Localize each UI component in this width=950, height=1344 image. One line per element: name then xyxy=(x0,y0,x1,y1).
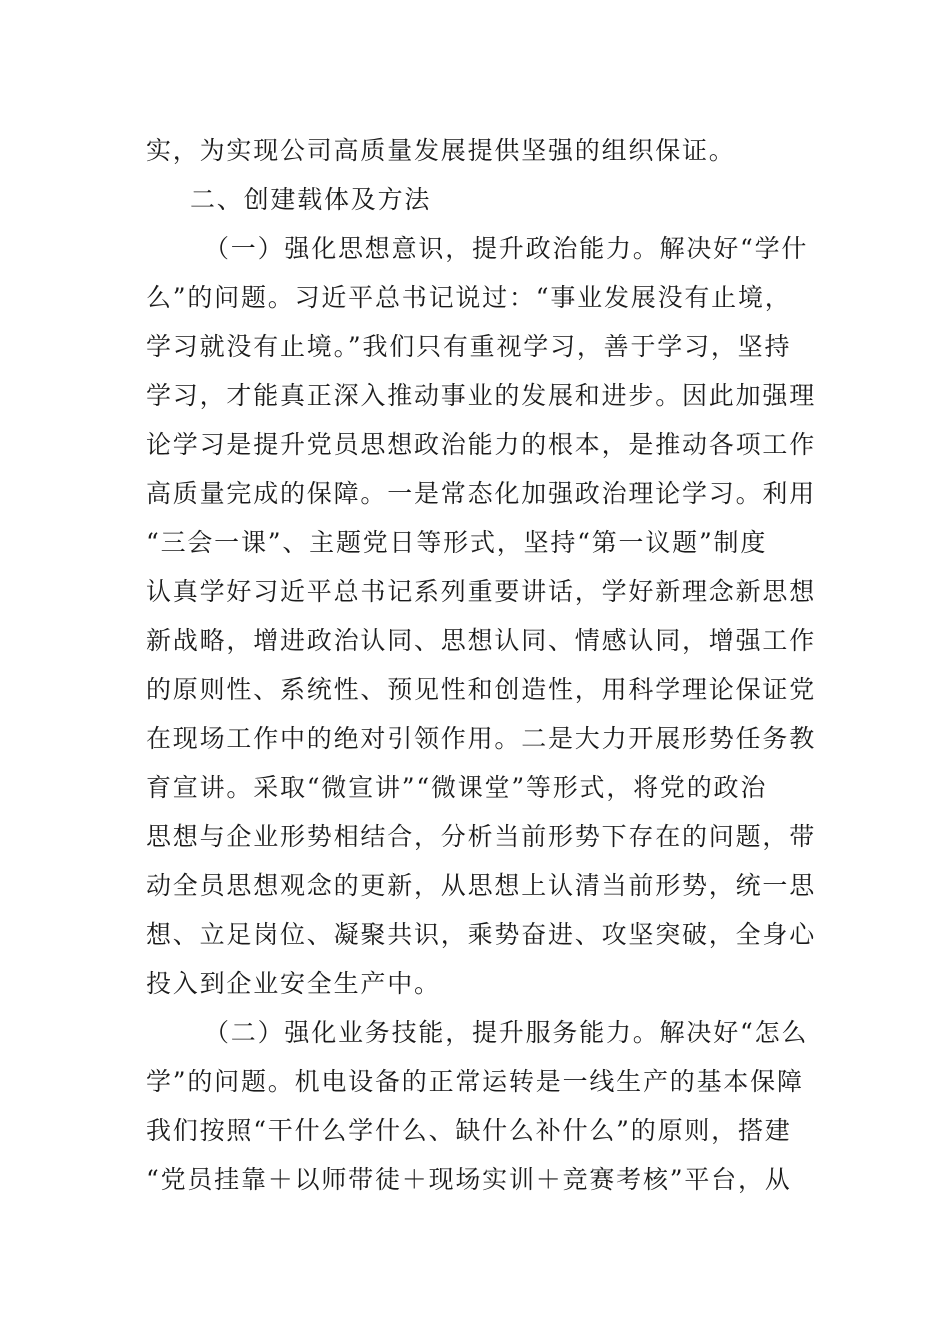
text-line: 学习就没有止境。”我们只有重视学习，善于学习，坚持 xyxy=(146,332,792,361)
text-line: 论学习是提升党员思想政治能力的根本，是推动各项工作 xyxy=(146,430,817,459)
text-line: （一）强化思想意识，提升政治能力。解决好“学什 xyxy=(204,234,809,263)
text-line: 思想与企业形势相结合，分析当前形势下存在的问题，带 xyxy=(146,822,817,851)
text-line: “党员挂靠＋以师带徒＋现场实训＋竞赛考核”平台，从 xyxy=(146,1165,792,1194)
text-line: 想、立足岗位、凝聚共识，乘势奋进、攻坚突破，全身心 xyxy=(146,920,817,949)
text-line: 高质量完成的保障。一是常态化加强政治理论学习。利用 xyxy=(146,479,817,508)
text-line: 么”的问题。习近平总书记说过：“事业发展没有止境， xyxy=(146,283,792,312)
section-heading: 二、创建载体及方法 xyxy=(190,185,432,214)
text-line: 实，为实现公司高质量发展提供坚强的组织保证。 xyxy=(146,136,736,165)
text-line: 育宣讲。采取“微宣讲”“微课堂”等形式，将党的政治 xyxy=(146,773,768,802)
text-line: 的原则性、系统性、预见性和创造性，用科学理论保证党 xyxy=(146,675,817,704)
text-line: 学”的问题。机电设备的正常运转是一线生产的基本保障 xyxy=(146,1067,804,1096)
text-line: 在现场工作中的绝对引领作用。二是大力开展形势任务教 xyxy=(146,724,817,753)
text-line: 投入到企业安全生产中。 xyxy=(146,969,441,998)
text-line: （二）强化业务技能，提升服务能力。解决好“怎么 xyxy=(204,1018,809,1047)
text-line: “三会一课”、主题党日等形式，坚持“第一议题”制度 xyxy=(146,528,768,557)
text-line: 我们按照“干什么学什么、缺什么补什么”的原则，搭建 xyxy=(146,1116,792,1145)
text-line: 新战略，增进政治认同、思想认同、情感认同，增强工作 xyxy=(146,626,817,655)
text-line: 动全员思想观念的更新，从思想上认清当前形势，统一思 xyxy=(146,871,817,900)
text-line: 认真学好习近平总书记系列重要讲话，学好新理念新思想 xyxy=(146,577,817,606)
text-line: 学习，才能真正深入推动事业的发展和进步。因此加强理 xyxy=(146,381,817,410)
document-body xyxy=(146,126,817,1204)
